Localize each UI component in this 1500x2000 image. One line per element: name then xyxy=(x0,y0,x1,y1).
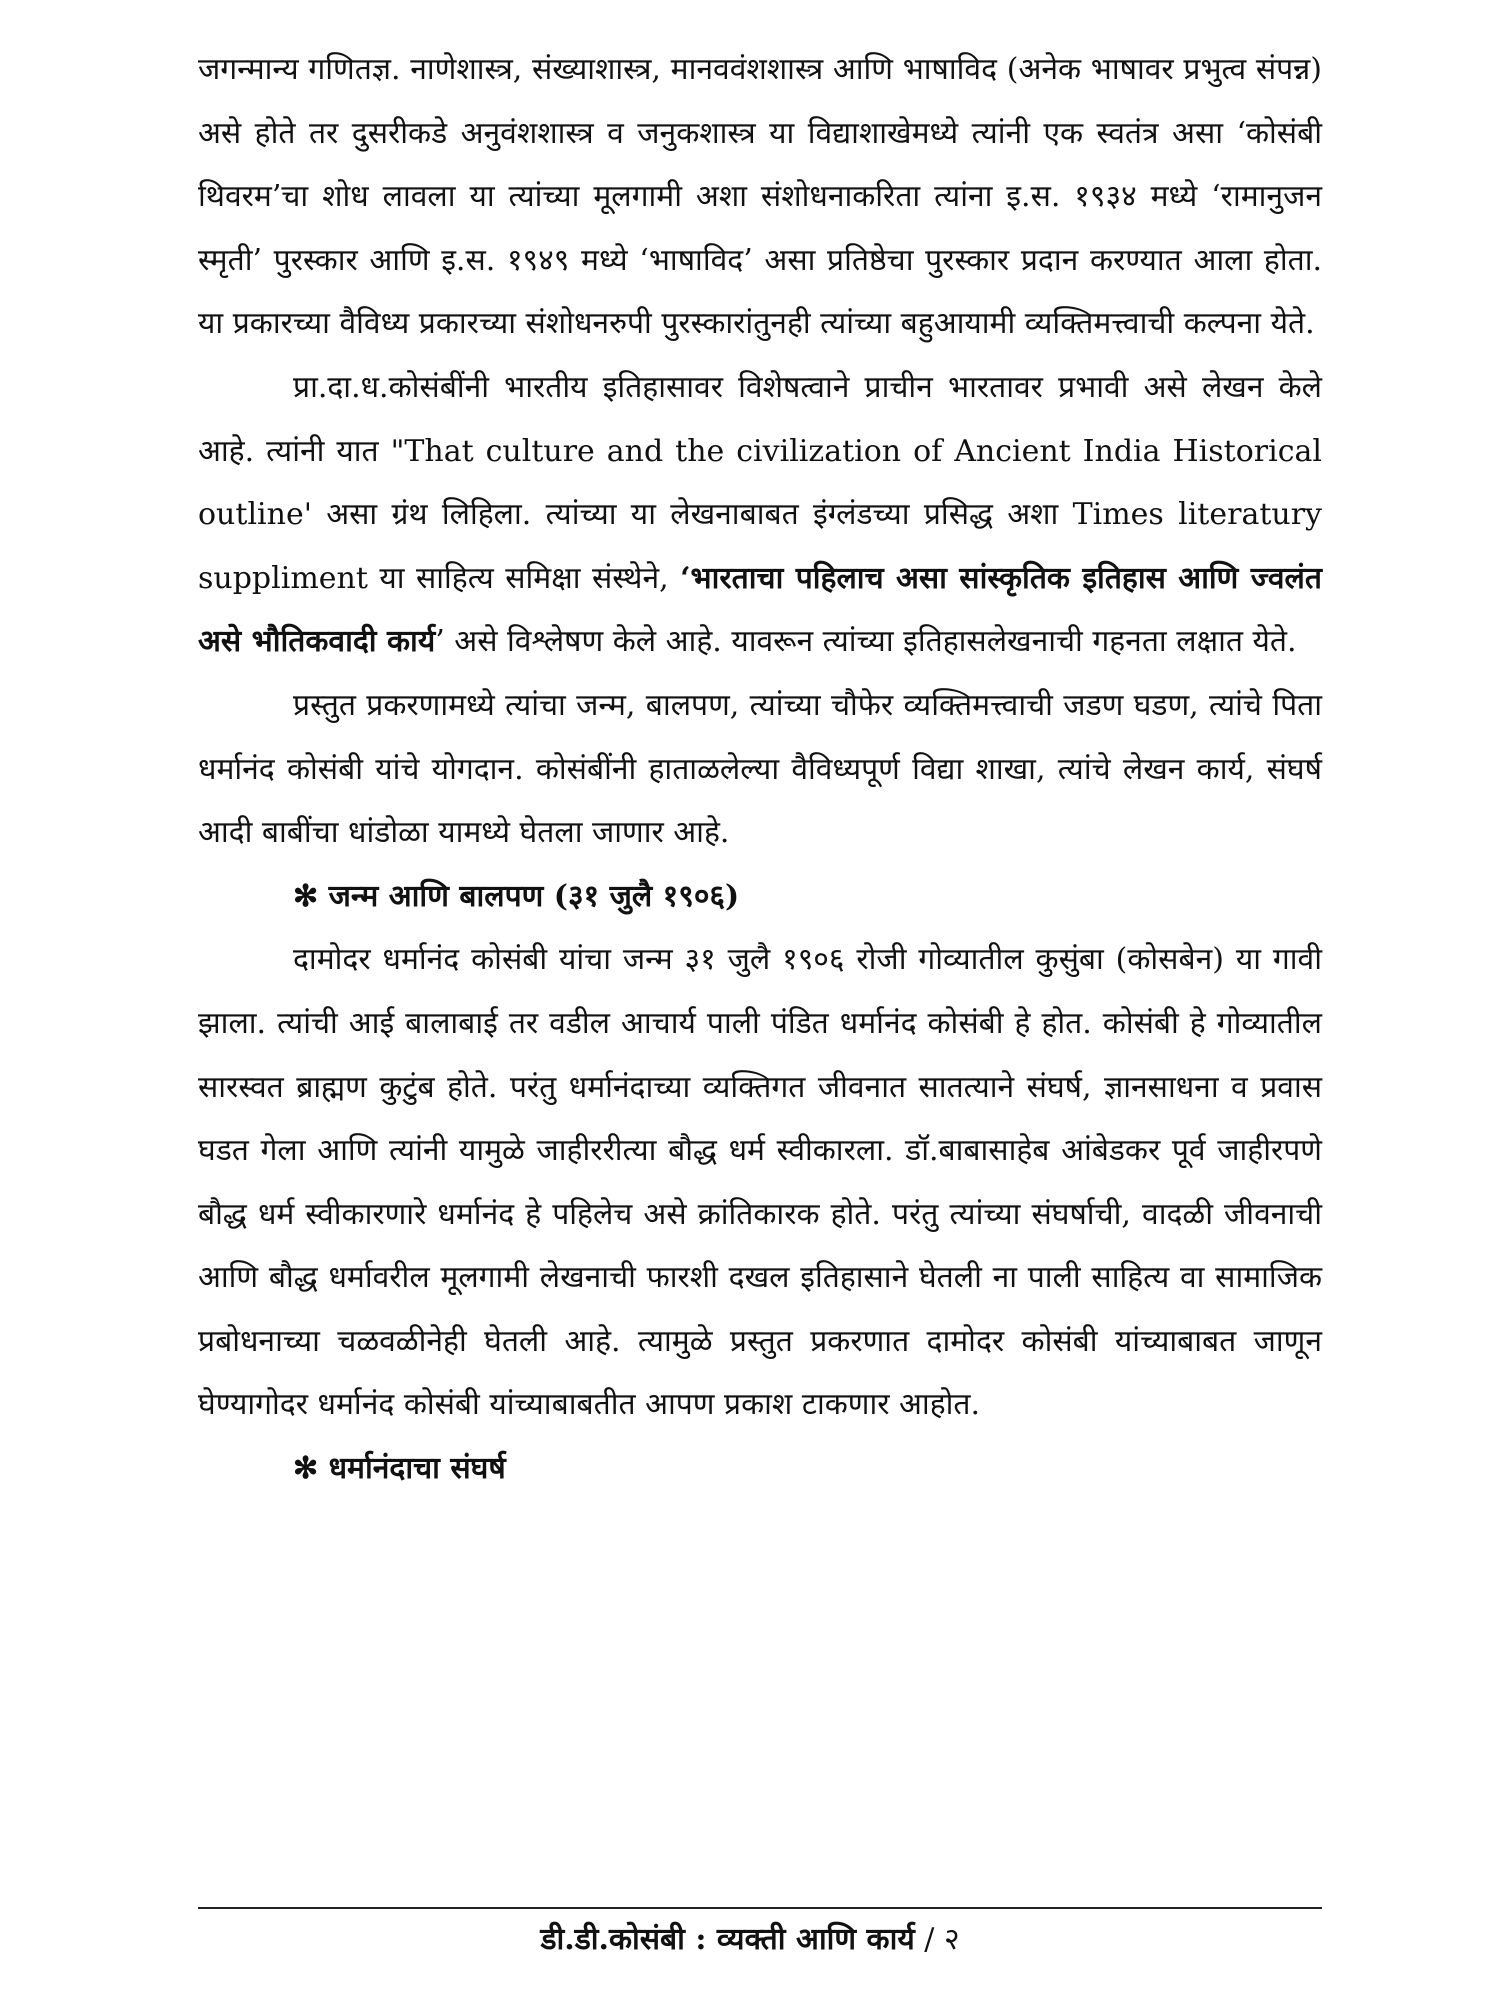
bold-quote: ‘भारताचा पहिलाच असा सांस्कृतिक इतिहास आणि ज्वलंत असे भौतिकवादी कार्य xyxy=(198,560,1322,660)
page-number: २ xyxy=(943,1922,960,1957)
paragraph-birth xyxy=(198,928,1322,1437)
footer-divider xyxy=(198,1907,1322,1909)
section-heading-birth-childhood: ✻ जन्म आणि बालपण (३१ जुलै १९०६) xyxy=(293,878,740,914)
paragraph-kosambi-writing xyxy=(198,356,1322,674)
paragraph-chapter-scope xyxy=(198,674,1322,865)
footer-separator: / xyxy=(924,1922,935,1957)
paragraph-text: ’ असे विश्लेषण केले आहे. यावरून त्यांच्या इतिहासलेखनाची गहनता लक्षात येते. xyxy=(435,624,1297,660)
paragraph-text: प्रस्तुत प्रकरणामध्ये त्यांचा जन्म, बालपण, त्यांच्या चौफेर व्यक्तिमत्त्वाची जडण घडण, त्यांचे पिता धर्मानंद कोसंबी यांचे योगदान. कोसंबींनी हाताळलेल्या वैविध्यपूर्ण विद्या शाखा, त्यांचे लेखन कार्य, संघर्ष आदी बाबींचा धांडोळा यामध्ये घेतला जाणार आहे. xyxy=(198,687,1322,851)
page-footer xyxy=(0,1920,1500,1960)
paragraph-text: दामोदर धर्मानंद कोसंबी यांचा जन्म ३१ जुलै १९०६ रोजी गोव्यातील कुसुंबा (कोसबेन) या गावी झाला. त्यांची आई बालाबाई तर वडील आचार्य पाली पंडित धर्मानंद कोसंबी हे होत. कोसंबी हे गोव्यातील सारस्वत ब्राह्मण कुटुंब होते. परंतु धर्मानंदाच्या व्यक्तिगत जीवनात सातत्याने संघर्ष, ज्ञानसाधना व प्रवास घडत गेला आणि त्यांनी यामुळे जाहीररीत्या बौद्ध धर्म स्वीकारला. डॉ.बाबासाहेब आंबेडकर पूर्व जाहीरपणे बौद्ध धर्म स्वीकारणारे धर्मानंद हे पहिलेच असे क्रांतिकारक होते. परंतु त्यांच्या संघर्षाची, वादळी जीवनाची आणि बौद्ध धर्मावरील मूलगामी लेखनाची फारशी दखल इतिहासाने घेतली ना पाली साहित्य वा सामाजिक प्रबोधनाच्या चळवळीनेही घेतली आहे. त्यामुळे प्रस्तुत प्रकरणात दामोदर कोसंबी यांच्याबाबत जाणून घेण्यागोदर धर्मानंद कोसंबी यांच्याबाबतीत आपण प्रकाश टाकणार आहोत. xyxy=(198,942,1322,1423)
section-heading-dharmanand-struggle: ✻ धर्मानंदाचा संघर्ष xyxy=(293,1451,506,1487)
paragraph-intro-continued xyxy=(198,38,1322,356)
paragraph-text: प्रा.दा.ध.कोसंबींनी भारतीय इतिहासावर विशेषत्वाने प्राचीन भारतावर प्रभावी असे लेखन केले आहे. त्यांनी यात "That culture and the civilization of Ancient India Historical outline' असा ग्रंथ लिहिला. त्यांच्या या लेखनाबाबत इंग्लंडच्या प्रसिद्ध अशा Times literatury suppliment या साहित्य समिक्षा संस्थेने, xyxy=(198,369,1322,596)
footer-book-title: डी.डी.कोसंबी : व्यक्ती आणि कार्य xyxy=(540,1922,915,1957)
paragraph-text: जगन्मान्य गणितज्ञ. नाणेशास्त्र, संख्याशास्त्र, मानववंशशास्त्र आणि भाषाविद (अनेक भाषावर प्रभुत्व संपन्न) असे होते तर दुसरीकडे अनुवंशशास्त्र व जनुकशास्त्र या विद्याशाखेमध्ये त्यांनी एक स्वतंत्र असा ‘कोसंबी थिवरम’चा शोध लावला या त्यांच्या मूलगामी अशा संशोधनाकरिता त्यांना इ.स. १९३४ मध्ये ‘रामानुजन स्मृती’ पुरस्कार आणि इ.स. १९४९ मध्ये ‘भाषाविद’ असा प्रतिष्ठेचा पुरस्कार प्रदान करण्यात आला होता. या प्रकारच्या वैविध्य प्रकारच्या संशोधनरुपी पुरस्कारांतुनही त्यांच्या बहुआयामी व्यक्तिमत्त्वाची कल्पना येते. xyxy=(198,52,1322,342)
